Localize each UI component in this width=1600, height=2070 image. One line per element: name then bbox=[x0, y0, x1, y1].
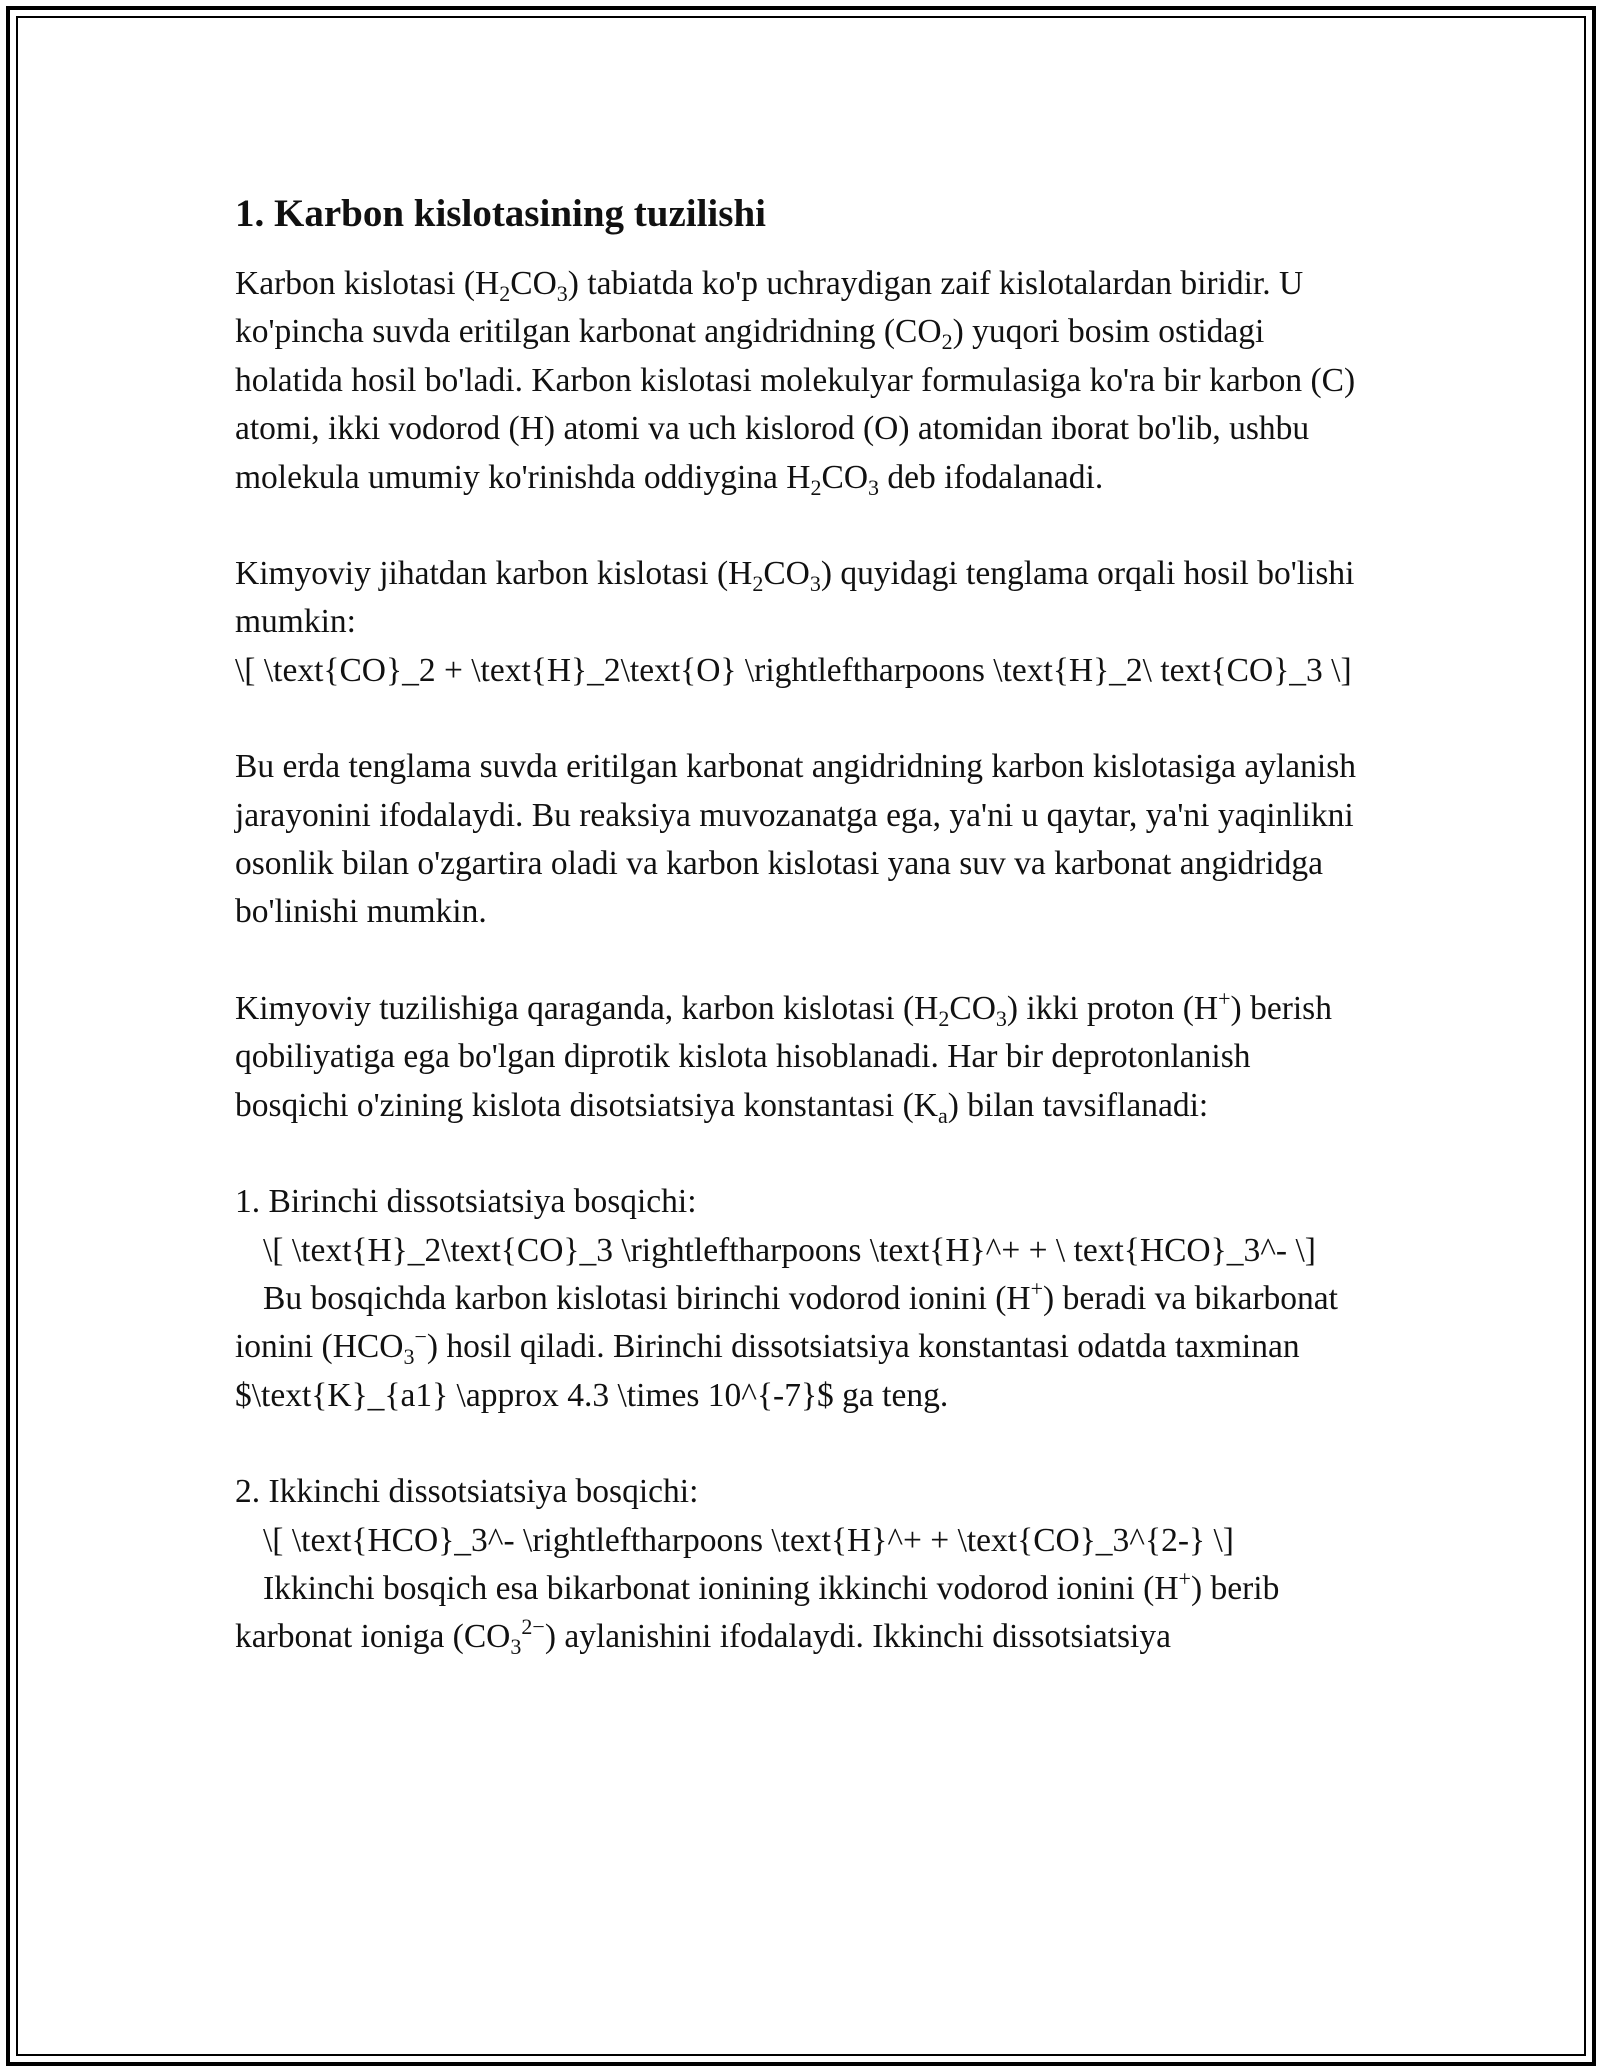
paragraph-formation: Kimyoviy jihatdan karbon kislotasi $(H_2CO_3)$ quyidagi tenglama orqali hosil bo'lishi mumkin: bbox=[235, 555, 1355, 641]
paragraph-gap bbox=[235, 502, 1365, 550]
step2-equation: \[ \text{HCO}_3^- \rightleftharpoons \text{H}^+ + \text{CO}_3^{2-} \] bbox=[263, 1521, 1234, 1559]
paragraph-gap bbox=[235, 1420, 1365, 1468]
paragraph-intro: Karbon kislotasi $(H_2CO_3)$ tabiatda ko'p uchraydigan zaif kislotalardan biridir. U ko'pincha suvda eritilgan karbonat angidridning $(CO_2)$ yuqori bosim ostidagi holatida hosil bo'ladi. Karbon kislotasi molekulyar formulasiga ko'ra bir karbon (C) atomi, ikki vodorod (H) atomi va uch kislorod (O) atomidan iborat bo'lib, ushbu molekula umumiy ko'rinishda oddiygina $H_2CO_3$ deb ifodalanadi. bbox=[235, 265, 1356, 500]
equation-formation: \[ \text{CO}_2 + \text{H}_2\text{O} \rightleftharpoons \text{H}_2\ text{CO}_3 \] bbox=[235, 651, 1352, 689]
paragraph-gap bbox=[235, 695, 1365, 743]
paragraph-diprotic: Kimyoviy tuzilishiga qaraganda, karbon kislotasi $(H_2CO_3)$ ikki proton (H+) berish qobiliyatiga ega bo'lgan diprotik kislota hisoblanadi. Har bir deprotonlanish bosqichi o'zining kislota disotsiatsiya konstantasi $(K_a)$ bilan tavsiflanadi: bbox=[235, 985, 1332, 1128]
paragraph-gap bbox=[235, 937, 1365, 985]
section-title: 1. Karbon kislotasining tuzilishi bbox=[235, 192, 766, 235]
step2-heading: 2. Ikkinchi dissotsiatsiya bosqichi: bbox=[235, 1473, 699, 1511]
step2-description: Ikkinchi bosqich esa bikarbonat ionining ikkinchi vodorod ionini (H+) berib karbonat ioniga $(CO_3^{2-})$ aylanishini ifodalaydi. Ikkinchi dissotsiatsiya bbox=[235, 1565, 1280, 1660]
paragraph-gap bbox=[235, 1130, 1365, 1178]
step1-equation: \[ \text{H}_2\text{CO}_3 \rightleftharpoons \text{H}^+ + \ text{HCO}_3^- \] bbox=[263, 1231, 1316, 1269]
document-body bbox=[235, 186, 1365, 1662]
step1-description: Bu bosqichda karbon kislotasi birinchi vodorod ionini (H+) beradi va bikarbonat ionini $(HCO_3^-)$ hosil qiladi. Birinchi dissotsiatsiya konstantasi odatda taxminan $\text{K}_{a1} \approx 4.3 \times 10^{-7}$ ga teng. bbox=[235, 1275, 1338, 1414]
paragraph-equilibrium: Bu erda tenglama suvda eritilgan karbonat angidridning karbon kislotasiga aylanish jarayonini ifodalaydi. Bu reaksiya muvozanatga ega, ya'ni u qaytar, ya'ni yaqinlikni osonlik bilan o'zgartira oladi va karbon kislotasi yana suv va karbonat angidridga bo'linishi mumkin. bbox=[235, 748, 1357, 931]
step1-heading: 1. Birinchi dissotsiatsiya bosqichi: bbox=[235, 1183, 697, 1221]
